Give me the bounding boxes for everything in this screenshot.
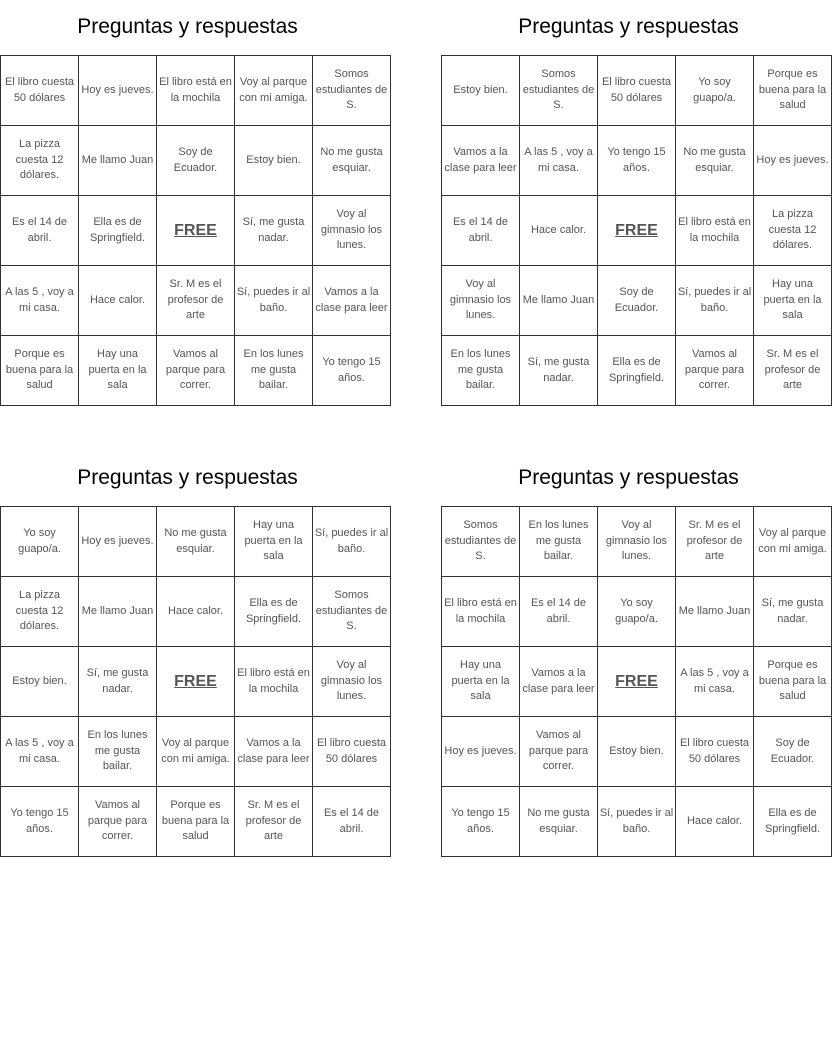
grid-row	[1, 507, 391, 577]
grid-row	[1, 647, 391, 717]
grid-cell: Porque es buena para la salud	[157, 787, 235, 857]
grid-cell: Hoy es jueves.	[754, 126, 832, 196]
bingo-grid	[441, 55, 832, 406]
grid-cell: Vamos al parque para correr.	[676, 336, 754, 406]
grid-cell: A las 5 , voy a mi casa.	[1, 717, 79, 787]
grid-cell: Me llamo Juan	[520, 266, 598, 336]
card-title: Preguntas y respuestas	[77, 15, 298, 38]
grid-cell: La pizza cuesta 12 dólares.	[1, 577, 79, 647]
grid-row	[442, 717, 832, 787]
grid-cell: Hoy es jueves.	[79, 507, 157, 577]
bingo-grid	[0, 506, 391, 857]
grid-row	[1, 336, 391, 406]
grid-cell: Sr. M es el profesor de arte	[676, 507, 754, 577]
grid-cell: A las 5 , voy a mi casa.	[1, 266, 79, 336]
grid-cell: Hay una puerta en la sala	[754, 266, 832, 336]
grid-cell: Hace calor.	[157, 577, 235, 647]
bingo-card-2	[441, 0, 829, 406]
grid-cell: Hace calor.	[520, 196, 598, 266]
grid-cell: Hace calor.	[79, 266, 157, 336]
grid-cell: Vamos a la clase para leer	[313, 266, 391, 336]
grid-cell: Vamos al parque para correr.	[157, 336, 235, 406]
grid-cell: En los lunes me gusta bailar.	[442, 336, 520, 406]
grid-cell: Sí, puedes ir al baño.	[235, 266, 313, 336]
grid-cell: Yo soy guapo/a.	[598, 577, 676, 647]
grid-cell: El libro cuesta 50 dólares	[1, 56, 79, 126]
grid-cell: A las 5 , voy a mi casa.	[520, 126, 598, 196]
grid-row	[1, 196, 391, 266]
grid-row	[442, 647, 832, 717]
grid-cell: Ella es de Springfield.	[235, 577, 313, 647]
grid-cell: Es el 14 de abril.	[442, 196, 520, 266]
grid-cell: No me gusta esquiar.	[157, 507, 235, 577]
grid-row	[442, 56, 832, 126]
grid-row	[442, 266, 832, 336]
grid-cell: Soy de Ecuador.	[157, 126, 235, 196]
grid-cell: Vamos a la clase para leer	[520, 647, 598, 717]
grid-cell: Hay una puerta en la sala	[442, 647, 520, 717]
grid-cell: Hay una puerta en la sala	[79, 336, 157, 406]
grid-cell: Somos estudiantes de S.	[520, 56, 598, 126]
grid-cell: Sí, me gusta nadar.	[79, 647, 157, 717]
grid-cell: La pizza cuesta 12 dólares.	[1, 126, 79, 196]
grid-cell: Sí, me gusta nadar.	[754, 577, 832, 647]
grid-cell: El libro está en la mochila	[235, 647, 313, 717]
grid-cell: Porque es buena para la salud	[754, 647, 832, 717]
grid-cell: El libro está en la mochila	[442, 577, 520, 647]
card-title: Preguntas y respuestas	[77, 466, 298, 489]
grid-cell: Es el 14 de abril.	[1, 196, 79, 266]
bingo-card-4	[441, 451, 827, 857]
grid-cell: Sr. M es el profesor de arte	[754, 336, 832, 406]
grid-cell: Soy de Ecuador.	[754, 717, 832, 787]
grid-cell: La pizza cuesta 12 dólares.	[754, 196, 832, 266]
grid-cell: Voy al gimnasio los lunes.	[313, 647, 391, 717]
grid-cell: Hoy es jueves.	[79, 56, 157, 126]
grid-row	[442, 787, 832, 857]
grid-cell: Sí, puedes ir al baño.	[313, 507, 391, 577]
grid-cell: Me llamo Juan	[79, 577, 157, 647]
bingo-grid	[0, 55, 391, 406]
grid-row	[442, 336, 832, 406]
grid-cell: Vamos al parque para correr.	[79, 787, 157, 857]
grid-cell: En los lunes me gusta bailar.	[235, 336, 313, 406]
free-space-cell: FREE	[157, 647, 235, 717]
grid-cell: Voy al gimnasio los lunes.	[598, 507, 676, 577]
grid-cell: Ella es de Springfield.	[754, 787, 832, 857]
grid-cell: No me gusta esquiar.	[520, 787, 598, 857]
grid-cell: Hace calor.	[676, 787, 754, 857]
bingo-grid	[441, 506, 832, 857]
free-space-cell: FREE	[157, 196, 235, 266]
grid-cell: Sr. M es el profesor de arte	[235, 787, 313, 857]
grid-cell: Yo tengo 15 años.	[598, 126, 676, 196]
grid-row	[442, 577, 832, 647]
grid-cell: Somos estudiantes de S.	[313, 577, 391, 647]
grid-cell: El libro cuesta 50 dólares	[598, 56, 676, 126]
grid-cell: Somos estudiantes de S.	[442, 507, 520, 577]
grid-cell: Somos estudiantes de S.	[313, 56, 391, 126]
grid-cell: Yo soy guapo/a.	[1, 507, 79, 577]
grid-cell: Voy al gimnasio los lunes.	[313, 196, 391, 266]
grid-row	[442, 196, 832, 266]
grid-cell: El libro está en la mochila	[157, 56, 235, 126]
grid-cell: Voy al parque con mi amiga.	[754, 507, 832, 577]
grid-row	[1, 577, 391, 647]
grid-cell: El libro cuesta 50 dólares	[676, 717, 754, 787]
bingo-card-3	[0, 451, 389, 857]
grid-cell: El libro está en la mochila	[676, 196, 754, 266]
grid-cell: Sí, puedes ir al baño.	[676, 266, 754, 336]
grid-cell: Ella es de Springfield.	[598, 336, 676, 406]
grid-cell: No me gusta esquiar.	[676, 126, 754, 196]
grid-cell: Hoy es jueves.	[442, 717, 520, 787]
grid-cell: Sr. M es el profesor de arte	[157, 266, 235, 336]
grid-cell: Es el 14 de abril.	[313, 787, 391, 857]
grid-cell: Vamos a la clase para leer	[442, 126, 520, 196]
grid-cell: Es el 14 de abril.	[520, 577, 598, 647]
grid-cell: Voy al gimnasio los lunes.	[442, 266, 520, 336]
grid-cell: Yo tengo 15 años.	[442, 787, 520, 857]
grid-cell: Estoy bien.	[442, 56, 520, 126]
grid-row	[442, 507, 832, 577]
grid-cell: Sí, puedes ir al baño.	[598, 787, 676, 857]
grid-cell: Sí, me gusta nadar.	[235, 196, 313, 266]
grid-cell: Vamos a la clase para leer	[235, 717, 313, 787]
card-title: Preguntas y respuestas	[518, 466, 739, 489]
grid-row	[1, 787, 391, 857]
grid-cell: Me llamo Juan	[79, 126, 157, 196]
free-space-cell: FREE	[598, 647, 676, 717]
card-title: Preguntas y respuestas	[518, 15, 739, 38]
grid-row	[1, 266, 391, 336]
grid-cell: En los lunes me gusta bailar.	[520, 507, 598, 577]
grid-row	[1, 717, 391, 787]
grid-cell: Yo soy guapo/a.	[676, 56, 754, 126]
grid-cell: Estoy bien.	[598, 717, 676, 787]
bingo-card-1	[0, 0, 388, 406]
grid-row	[1, 56, 391, 126]
grid-cell: Estoy bien.	[235, 126, 313, 196]
grid-cell: Ella es de Springfield.	[79, 196, 157, 266]
grid-row	[1, 126, 391, 196]
grid-cell: Sí, me gusta nadar.	[520, 336, 598, 406]
grid-cell: Porque es buena para la salud	[754, 56, 832, 126]
grid-row	[442, 126, 832, 196]
grid-cell: Porque es buena para la salud	[1, 336, 79, 406]
grid-cell: Soy de Ecuador.	[598, 266, 676, 336]
grid-cell: Vamos al parque para correr.	[520, 717, 598, 787]
grid-cell: Voy al parque con mi amiga.	[235, 56, 313, 126]
grid-cell: Hay una puerta en la sala	[235, 507, 313, 577]
grid-cell: Voy al parque con mi amiga.	[157, 717, 235, 787]
grid-cell: Estoy bien.	[1, 647, 79, 717]
grid-cell: Yo tengo 15 años.	[313, 336, 391, 406]
grid-cell: En los lunes me gusta bailar.	[79, 717, 157, 787]
grid-cell: El libro cuesta 50 dólares	[313, 717, 391, 787]
grid-cell: No me gusta esquiar.	[313, 126, 391, 196]
grid-cell: A las 5 , voy a mi casa.	[676, 647, 754, 717]
grid-cell: Me llamo Juan	[676, 577, 754, 647]
free-space-cell: FREE	[598, 196, 676, 266]
grid-cell: Yo tengo 15 años.	[1, 787, 79, 857]
